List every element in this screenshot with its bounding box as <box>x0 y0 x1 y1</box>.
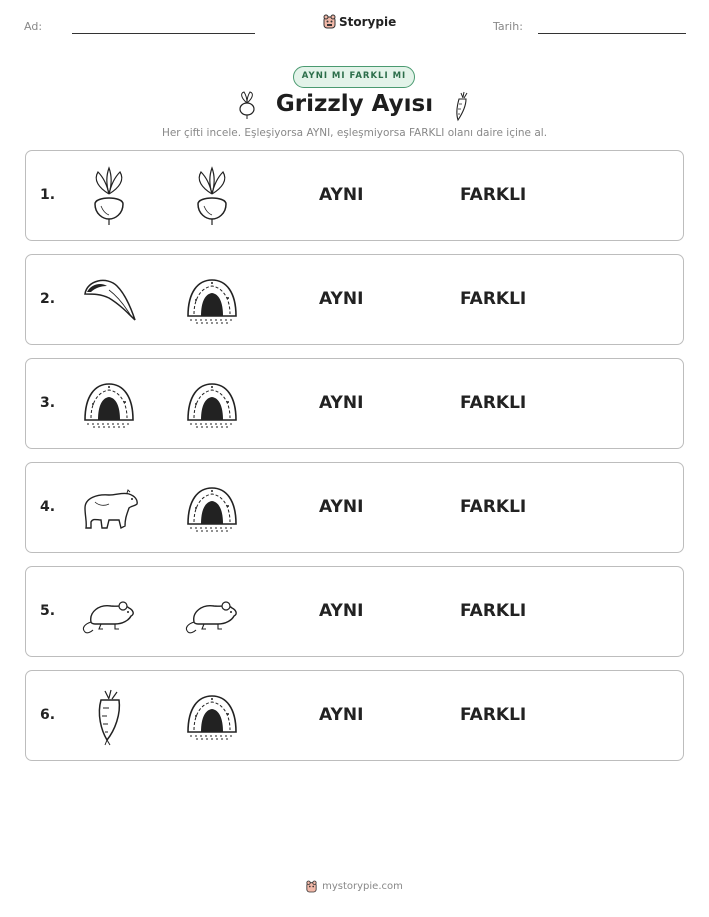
row-number: 2. <box>40 291 56 307</box>
row-number: 1. <box>40 187 56 203</box>
same-option[interactable]: AYNI <box>319 497 364 517</box>
footer-url[interactable]: mystorypie.com <box>322 881 403 892</box>
pair-row <box>25 462 684 553</box>
bear-icon <box>79 478 139 538</box>
date-label: Tarih: <box>493 20 523 33</box>
cave-icon <box>182 374 242 434</box>
row-number: 4. <box>40 499 56 515</box>
pair-row <box>25 254 684 345</box>
footer <box>0 880 709 893</box>
pair-row <box>25 150 684 241</box>
carrot-icon <box>450 90 472 122</box>
worksheet-type-badge: AYNI MI FARKLI MI <box>293 66 415 88</box>
pair-row <box>25 670 684 761</box>
mouse-icon <box>79 582 139 642</box>
different-option[interactable]: FARKLI <box>460 289 527 309</box>
different-option[interactable]: FARKLI <box>460 497 527 517</box>
row-number: 3. <box>40 395 56 411</box>
brand-name: Storypie <box>339 14 397 29</box>
different-option[interactable]: FARKLI <box>460 185 527 205</box>
row-number: 6. <box>40 707 56 723</box>
carrot-icon <box>79 686 139 746</box>
same-option[interactable]: AYNI <box>319 393 364 413</box>
pair-row <box>25 358 684 449</box>
page-title: Grizzly Ayısı <box>275 91 434 117</box>
same-option[interactable]: AYNI <box>319 705 364 725</box>
brand-logo <box>323 14 396 29</box>
same-option[interactable]: AYNI <box>319 289 364 309</box>
same-option[interactable]: AYNI <box>319 185 364 205</box>
claw-icon <box>79 270 139 330</box>
pair-row <box>25 566 684 657</box>
row-number: 5. <box>40 603 56 619</box>
storypie-mascot-icon <box>323 14 336 29</box>
beet-icon <box>182 166 242 226</box>
different-option[interactable]: FARKLI <box>460 705 527 725</box>
different-option[interactable]: FARKLI <box>460 393 527 413</box>
different-option[interactable]: FARKLI <box>460 601 527 621</box>
cave-icon <box>79 374 139 434</box>
mouse-icon <box>182 582 242 642</box>
name-label: Ad: <box>24 20 43 33</box>
cave-icon <box>182 478 242 538</box>
name-line[interactable] <box>72 33 255 34</box>
date-line[interactable] <box>538 33 686 34</box>
same-option[interactable]: AYNI <box>319 601 364 621</box>
beet-icon <box>79 166 139 226</box>
storypie-mascot-icon <box>306 880 317 893</box>
cave-icon <box>182 270 242 330</box>
cave-icon <box>182 686 242 746</box>
instructions: Her çifti incele. Eşleşiyorsa AYNI, eşleşmiyorsa FARKLI olanı daire içine al. <box>161 127 548 139</box>
